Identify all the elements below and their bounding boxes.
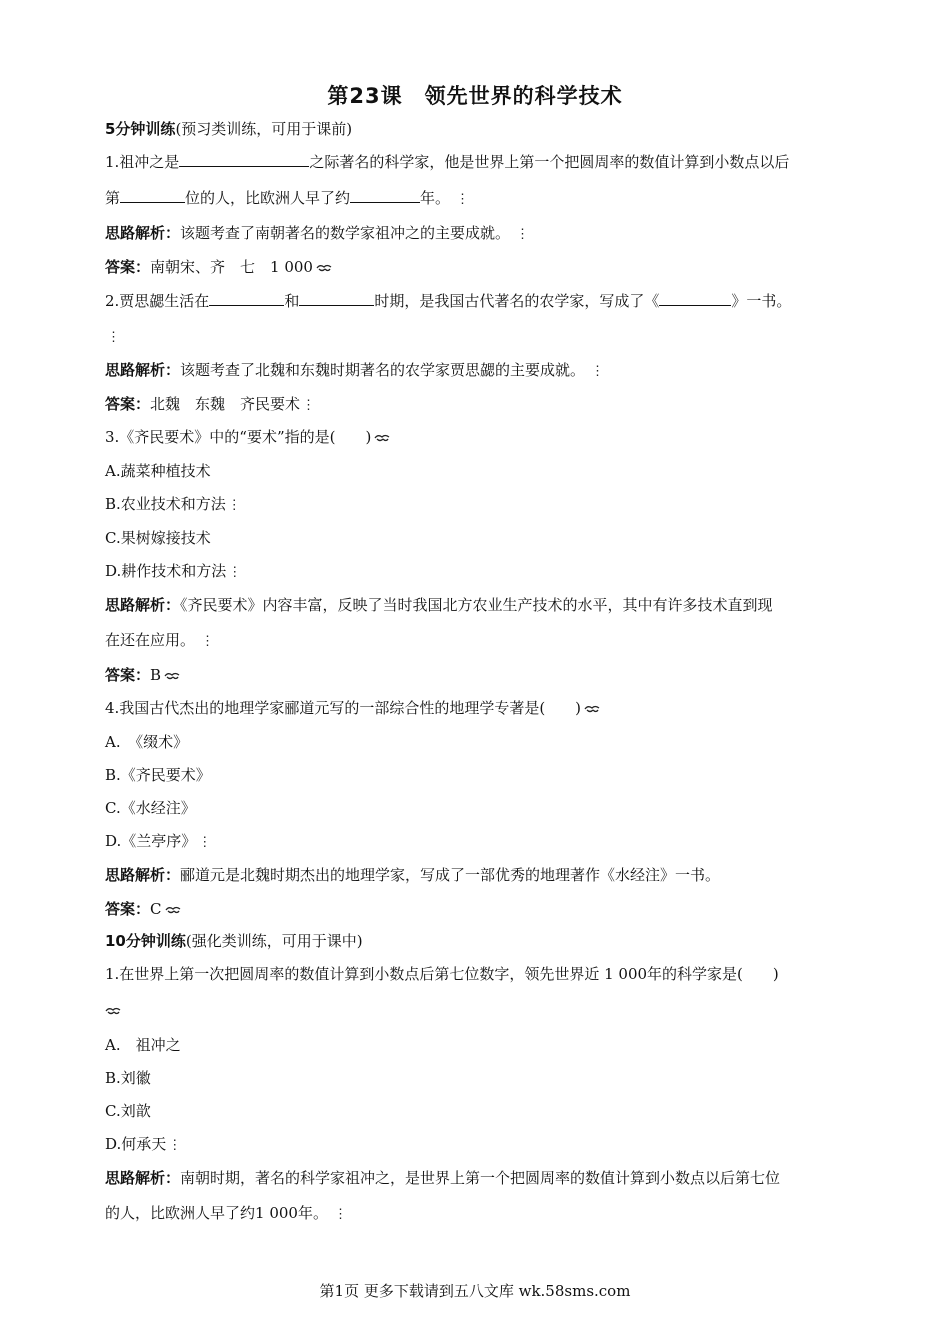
fill-blank bbox=[299, 291, 374, 306]
question-2-line-2 bbox=[105, 326, 865, 348]
question-4-stem bbox=[105, 698, 865, 718]
handshake-icon bbox=[165, 905, 181, 915]
analysis-5-line-2 bbox=[105, 1203, 865, 1225]
analysis-text: 的人，比欧洲人早了约1 000年。 bbox=[105, 1204, 328, 1222]
question-text: 1.祖冲之是 bbox=[105, 153, 180, 171]
ellipsis-mark: ⋮ bbox=[107, 330, 120, 345]
analysis-text: 该题考查了南朝著名的数学家祖冲之的主要成就。 bbox=[180, 224, 511, 242]
question-text: 时期，是我国古代著名的农学家，写成了《 bbox=[374, 292, 660, 310]
option: A. 《缀术》 bbox=[105, 733, 189, 751]
ellipsis-mark: ⋮ bbox=[198, 835, 212, 850]
section-note: (预习类训练，可用于课前) bbox=[175, 120, 353, 138]
ellipsis-mark: ⋮ bbox=[201, 634, 215, 649]
ellipsis-mark: ⋮ bbox=[168, 1138, 182, 1153]
option: A. 祖冲之 bbox=[105, 1036, 181, 1054]
analysis-3-line-1 bbox=[105, 595, 865, 615]
question-text: 2.贾思勰生活在 bbox=[105, 292, 210, 310]
option-with-mark bbox=[105, 831, 865, 853]
analysis-text: 在还在应用。 bbox=[105, 631, 196, 649]
ellipsis-mark: ⋮ bbox=[333, 1207, 347, 1222]
handshake-icon bbox=[316, 263, 332, 273]
analysis-label: 思路解析： bbox=[105, 866, 181, 884]
analysis-text: 南朝时期，著名的科学家祖冲之，是世界上第一个把圆周率的数值计算到小数点以后第七位 bbox=[180, 1169, 781, 1187]
fill-blank bbox=[350, 188, 420, 203]
handshake-icon bbox=[374, 433, 390, 443]
answer-text: 北魏 东魏 齐民要术 bbox=[150, 395, 301, 413]
fill-blank bbox=[659, 291, 731, 306]
question-text: 第 bbox=[105, 189, 121, 207]
fill-blank bbox=[209, 291, 284, 306]
section-label: 5分钟训练 bbox=[105, 120, 176, 138]
analysis-label: 思路解析： bbox=[105, 596, 181, 614]
question-1-line-1 bbox=[105, 152, 865, 172]
option: B.农业技术和方法 bbox=[105, 495, 226, 513]
ellipsis-mark: ⋮ bbox=[228, 565, 242, 580]
answer-1 bbox=[105, 257, 865, 277]
answer-4 bbox=[105, 899, 865, 919]
analysis-2 bbox=[105, 360, 865, 382]
question-5-icon-line bbox=[105, 1000, 865, 1020]
question-text: 位的人，比欧洲人早了约 bbox=[185, 189, 351, 207]
answer-text: C bbox=[150, 900, 162, 918]
option: B.刘徽 bbox=[105, 1069, 151, 1087]
section-heading-2 bbox=[105, 931, 865, 951]
answer-text: B bbox=[150, 666, 162, 684]
answer-text: 南朝宋、齐 七 1 000 bbox=[150, 258, 313, 276]
analysis-label: 思路解析： bbox=[105, 361, 181, 379]
analysis-text: 该题考查了北魏和东魏时期著名的农学家贾思勰的主要成就。 bbox=[180, 361, 586, 379]
handshake-icon bbox=[164, 671, 180, 681]
answer-2 bbox=[105, 394, 865, 416]
option: D.何承天 bbox=[105, 1135, 167, 1153]
option: D.《兰亭序》 bbox=[105, 832, 197, 850]
question-3-stem bbox=[105, 427, 865, 447]
option: D.耕作技术和方法 bbox=[105, 562, 227, 580]
analysis-label: 思路解析： bbox=[105, 1169, 181, 1187]
analysis-1 bbox=[105, 223, 865, 245]
analysis-label: 思路解析： bbox=[105, 224, 181, 242]
handshake-icon bbox=[584, 704, 600, 714]
ellipsis-mark: ⋮ bbox=[227, 498, 241, 513]
question-1-line-2 bbox=[105, 188, 865, 210]
question-text: 4.我国古代杰出的地理学家郦道元写的一部综合性的地理学专著是( ) bbox=[105, 699, 582, 717]
analysis-3-line-2 bbox=[105, 630, 865, 652]
analysis-text: 郦道元是北魏时期杰出的地理学家，写成了一部优秀的地理著作《水经注》一书。 bbox=[180, 866, 721, 884]
analysis-text: 《齐民要术》内容丰富，反映了当时我国北方农业生产技术的水平，其中有许多技术直到现 bbox=[180, 596, 773, 614]
option: A.蔬菜种植技术 bbox=[105, 462, 211, 480]
handshake-icon bbox=[105, 1006, 121, 1016]
answer-label: 答案： bbox=[105, 666, 151, 684]
fill-blank bbox=[120, 188, 185, 203]
answer-label: 答案： bbox=[105, 395, 151, 413]
question-2-line-1 bbox=[105, 291, 865, 311]
option: C.刘歆 bbox=[105, 1102, 151, 1120]
question-text: 》一书。 bbox=[731, 292, 792, 310]
analysis-4 bbox=[105, 865, 865, 885]
question-5-stem: 1.在世界上第一次把圆周率的数值计算到小数点后第七位数字，领先世界近 1 000年的科学家是( ) bbox=[105, 965, 779, 983]
option: C.果树嫁接技术 bbox=[105, 529, 211, 547]
answer-label: 答案： bbox=[105, 258, 151, 276]
ellipsis-mark: ⋮ bbox=[591, 364, 605, 379]
answer-3 bbox=[105, 665, 865, 685]
section-heading-1 bbox=[105, 119, 865, 139]
ellipsis-mark: ⋮ bbox=[456, 192, 470, 207]
question-text: 和 bbox=[284, 292, 300, 310]
question-text: 3.《齐民要术》中的“要术”指的是( ) bbox=[105, 428, 372, 446]
option-with-mark bbox=[105, 1134, 865, 1156]
section-note: (强化类训练，可用于课中) bbox=[185, 932, 363, 950]
page-footer: 第1页 更多下载请到五八文库 wk.58sms.com bbox=[319, 1282, 631, 1300]
answer-label: 答案： bbox=[105, 900, 151, 918]
ellipsis-mark: ⋮ bbox=[516, 227, 530, 242]
option-with-mark bbox=[105, 494, 865, 516]
ellipsis-mark: ⋮ bbox=[302, 398, 316, 413]
section-label: 10分钟训练 bbox=[105, 932, 186, 950]
option-with-mark bbox=[105, 561, 865, 583]
question-text: 之际著名的科学家，他是世界上第一个把圆周率的数值计算到小数点以后 bbox=[309, 153, 790, 171]
analysis-5-line-1 bbox=[105, 1168, 865, 1188]
option: C.《水经注》 bbox=[105, 799, 196, 817]
page-title: 第23课 领先世界的科学技术 bbox=[327, 84, 623, 108]
question-text: 年。 bbox=[420, 189, 451, 207]
fill-blank bbox=[179, 152, 309, 167]
option: B.《齐民要术》 bbox=[105, 766, 211, 784]
